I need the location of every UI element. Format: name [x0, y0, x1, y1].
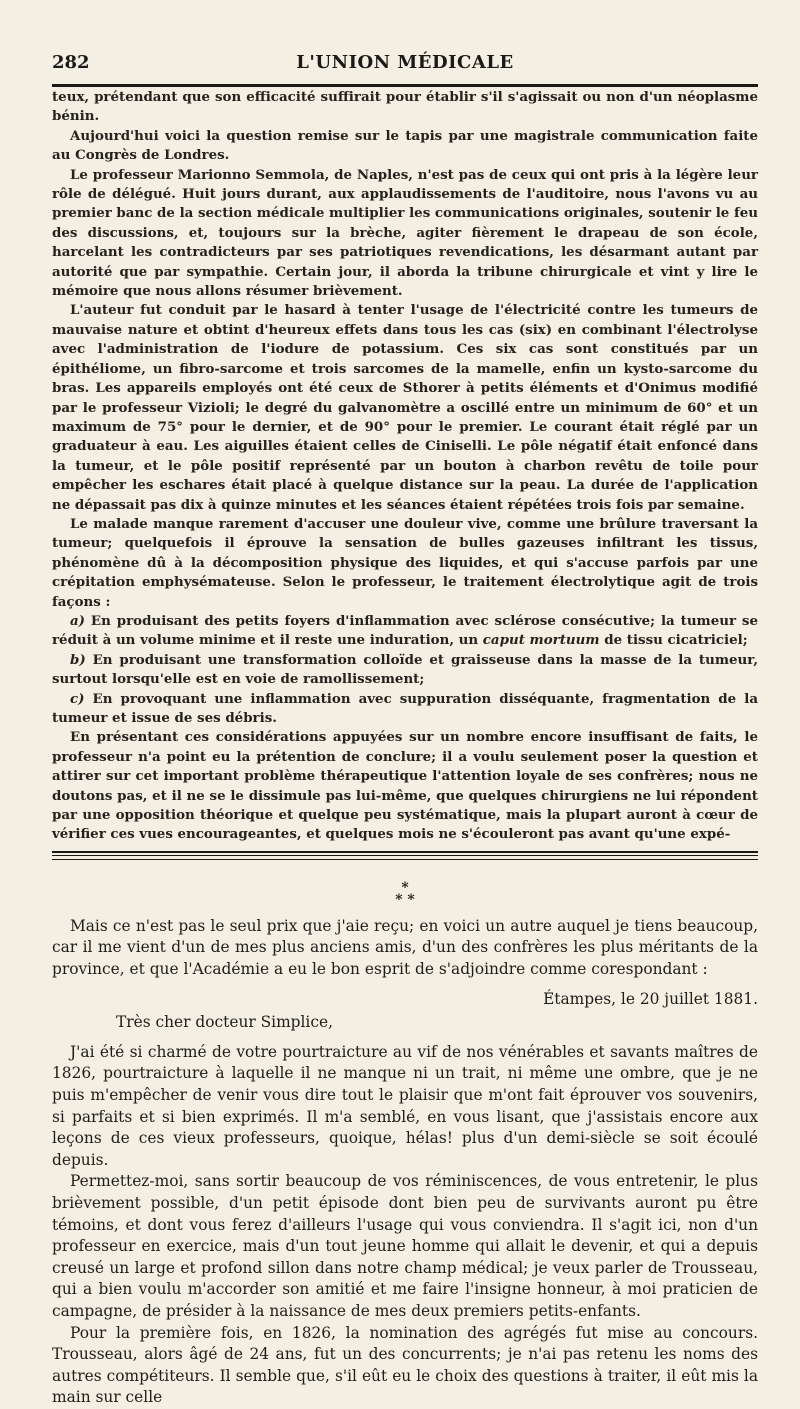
running-title: L'UNION MÉDICALE — [296, 52, 514, 73]
asterism — [52, 879, 758, 908]
list-item-text: En provoquant une inflammation avec suppuration disséquante, fragmentation de la tumeur et issue de ses débris. — [52, 690, 758, 726]
header-rule — [52, 84, 758, 87]
page-number: 282 — [52, 52, 90, 73]
letter-salutation: Très cher docteur Simplice, — [116, 1013, 333, 1032]
article-paragraph: Le malade manque rarement d'accuser une douleur vive, comme une brûlure traversant la tumeur; quelquefois il éprouve la sensation de bulles gazeuses infiltrant les tissus, phénomène dû à la décomposition physique des liquides, et qui s'accuse parfois par une crépitation emphysémateuse. Selon le professeur, le traitement électrolytique agit de trois façons : — [52, 515, 758, 610]
list-item-text: de tissu cicatriciel; — [599, 632, 748, 649]
letter-paragraph: Pour la première fois, en 1826, la nomination des agrégés fut mise au concours. Trousseau, alors âgé de 24 ans, fut un des concurrents; je n'ai pas retenu les noms des autres compétiteurs. Il semble que, s'il eût eu le choix des questions à traiter, il eût mis la main sur celle — [52, 1323, 758, 1407]
page-header — [52, 0, 758, 88]
list-item-text: En produisant une transformation colloïde et graisseuse dans la masse de la tumeur, surtout lorsqu'elle est en voie de ramollissement; — [52, 651, 758, 688]
letter-paragraph: J'ai été si charmé de votre pourtraicture au vif de nos vénérables et savants maîtres de 1826, pourtraicture à laquelle il ne manque ni un trait, ni même une ombre, que je ne puis m'empêcher de venir vous dire tout le plaisir que m'ont fait éprouver vos souvenirs, si parfaits et si bien exprimés. Il m'a semblé, en vous lisant, que j'assistais encore aux leçons de ces vieux professeurs, quoique, hélas! plus d'un demi-siècle se soit écoulé depuis. — [52, 1042, 758, 1169]
list-item-c — [52, 690, 758, 729]
article-paragraph: En présentant ces considérations appuyées sur un nombre encore insuffisant de faits, le professeur n'a point eu la prétention de conclure; il a voulu seulement poser la question et attirer sur cet important problème thérapeutique l'attention loyale de ses confrères; nous ne doutons pas, et il ne se le dissimule pas lui-même, que quelques chirurgiens ne lui répondent par une opposition théorique et quelque peu systématique, mais la plupart auront à cœur de vérifier ces vues encourageantes, et quelques mois ne s'écouleront pas avant qu'une expé- — [52, 729, 758, 843]
article-body — [52, 88, 758, 845]
article-paragraph: Aujourd'hui voici la question remise sur le tapis par une magistrale communication faite au Congrès de Londres. — [52, 127, 758, 164]
list-item-text: En produisant des petits foyers d'inflammation avec sclérose consécutive; la tumeur se réduit à un volume minime et il reste une induration, un — [52, 612, 758, 649]
list-marker: a) — [70, 612, 86, 629]
asterism-bottom: * * — [395, 891, 415, 908]
list-marker: c) — [70, 690, 85, 707]
italic-term: caput mortuum — [482, 632, 600, 649]
article-paragraph: teux, prétendant que son efficacité suffirait pour établir s'il s'agissait ou non d'un néoplasme bénin. — [52, 89, 758, 125]
section-divider-thin — [52, 859, 758, 860]
list-item-b — [52, 651, 758, 690]
asterism-top: * — [401, 879, 409, 896]
section-divider — [52, 851, 758, 856]
letter-paragraph: Permettez-moi, sans sortir beaucoup de vos réminiscences, de vous entretenir, le plus brièvement possible, d'un petit épisode dont bien peu de survivants auront pu être témoins, et dont vous ferez d'ailleurs l'usage qui vous conviendra. Il s'agit ici, non d'un professeur en exercice, mais d'un tout jeune homme qui allait le devenir, et qui a depuis creusé un large et profond sillon dans notre champ médical; je veux parler de Trousseau, qui a bien voulu m'accorder son amitié et me faire l'insigne honneur, à moi praticien de campagne, de présider à la naissance de mes deux premiers petits-enfants. — [52, 1172, 758, 1320]
letter-intro: Mais ce n'est pas le seul prix que j'aie reçu; en voici un autre auquel je tiens beaucoup, car il me vient d'un de mes plus anciens amis, d'un des confrères les plus méritants de la province, et que l'Académie a eu le bon esprit de s'adjoindre comme corespondant : — [52, 916, 758, 979]
article-paragraph: Le professeur Marionno Semmola, de Naples, n'est pas de ceux qui ont pris à la légère leur rôle de délégué. Huit jours durant, aux applaudissements de l'auditoire, nous l'avons vu au premier banc de la section médicale multiplier les communications originales, soutenir le feu des discussions, et, toujours sur la brèche, agiter fièrement le drapeau de son école, harcelant les contradicteurs par ses patriotiques revendications, les désarmant autant par autorité que par sympathie. Certain jour, il aborda la tribune chirurgicale et vint y lire le mémoire que nous allons résumer brièvement. — [52, 166, 758, 300]
letter-dateline: Étampes, le 20 juillet 1881. — [543, 989, 758, 1008]
list-item-a — [52, 612, 758, 651]
letter-section — [52, 916, 758, 1409]
article-paragraph: L'auteur fut conduit par le hasard à tenter l'usage de l'électricité contre les tumeurs de mauvaise nature et obtint d'heureux effets dans tous les cas (six) en combinant l'électrolyse avec l'administration de l'iodure de potassium. Ces six cas sont constitués par un épithéliome, un fibro-sarcome et trois sarcomes de la mamelle, enfin un kysto-sarcome du bras. Les appareils employés ont été ceux de Sthorer à petits éléments et d'Onimus modifié par le professeur Vizioli; le degré du galvanomètre a oscillé entre un minimum de 60° et un maximum de 75° pour le dernier, et de 90° pour le premier. Le courant était réglé par un graduateur à eau. Les aiguilles étaient celles de Ciniselli. Le pôle négatif était enfoncé dans la tumeur, et le pôle positif représenté par un bouton à charbon revêtu de toile pour empêcher les eschares était placé à quelque distance sur la peau. La durée de l'application ne dépassait pas dix à quinze minutes et les séances étaient répétées trois fois par semaine. — [52, 302, 758, 513]
list-marker: b) — [70, 651, 86, 668]
